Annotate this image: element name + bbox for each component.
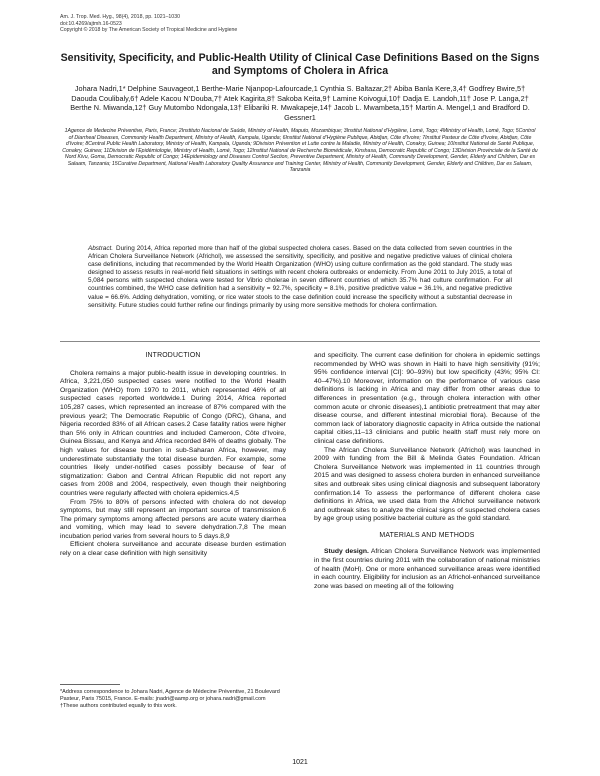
- methods-paragraph: [314, 548, 540, 591]
- correspondence-footnote: *Address correspondence to Johara Nadri, Agence de Médecine Préventive, 21 Boulevard Pasteur, Paris 75015, France. E-mails: jnadri@aamp.org or johara.nadri@gmail.com: [60, 689, 280, 702]
- footnote-rule: [60, 684, 120, 685]
- intro-paragraph: Efficient cholera surveillance and accurate disease burden estimation rely on a clear case definition with high sensitivity: [60, 541, 286, 558]
- copyright-line: Copyright © 2018 by The American Society of Tropical Medicine and Hygiene: [60, 27, 238, 34]
- abstract-label: Abstract.: [88, 245, 114, 252]
- article-title: Sensitivity, Specificity, and Public-Health Utility of Clinical Case Definitions Based on the Signs and Symptoms of Cholera in Africa: [60, 52, 540, 78]
- page-number: 1021: [292, 759, 308, 766]
- abstract-text: During 2014, Africa reported more than half of the global suspected cholera cases. Based on the data collected from seven countries in the African Cholera Surveillance Network (Africhol), we assessed the sensitivity, specificity, and positive and negative predictive values of clinical cholera case definitions, including that recommended by the World Health Organization (WHO) using culture confirmation as the gold standard. The study was designed to assess results in real-world field situations in settings with recent cholera outbreaks or endemicity. From June 2011 to July 2015, a total of 5,084 persons with suspected cholera were tested for Vibrio cholerae in seven different countries of which 35.7% had culture confirmation. For all countries combined, the WHO case definition had a sensitivity = 92.7%, specificity = 8.1%, positive predictive value = 36.1%, and negative predictive value = 66.6%. Adding dehydration, vomiting, or rice water stools to the case definition could increase the specificity without a substantial decrease in sensitivity. Future studies could further refine our findings primarily by using more sensitive methods for cholera confirmation.: [88, 245, 512, 309]
- right-column: [314, 352, 540, 591]
- intro-paragraph: Cholera remains a major public-health issue in developing countries. In Africa, 3,221,050 suspected cases were notified to the World Health Organization (WHO) from 1970 to 2011, which represented 46% of all suspected cases reported worldwide.1 During 2014, Africa reported 105,287 cases, which represented an increase of 87% compared with the previous year2; The Democratic Republic of Congo (DRC), Ghana, and Nigeria recorded 83% of all African cases.2 Case fatality ratios were higher than 5% only in African countries and included Cameroon, Côte d’Ivoire, Guinea Bissau, and Kenya and Africa recorded 84% of deaths globally. The high values for disease burden in sub-Saharan Africa, however, may underestimate substantially the total disease burden. For example, some countries likely under-notified cases possibly because of fear of stigmatization: Gabon and Central African Republic did not report any cases from 2008 and 2004, respectively, even though their neighboring countries were regularly affected with cholera epidemics.4,5: [60, 369, 286, 497]
- intro-paragraph: From 75% to 80% of persons infected with cholera do not develop symptoms, but may still represent an important source of transmission.6 The primary symptoms among affected persons are acute watery diarrhea and vomiting, which may lead to severe dehydration.7,8 The mean incubation period varies from several hours to 5 days.8,9: [60, 498, 286, 540]
- author-list: Johara Nadri,1* Delphine Sauvageot,1 Berthe-Marie Njanpop-Lafourcade,1 Cynthia S. Baltazar,2† Abiba Banla Kere,3,4† Godfrey Bwire,5† Daouda Coulibaly,6† Adele Kacou N’Douba,7† Atek Kagirita,8† Sakoba Keita,9† Lamine Koivogui,10† Dadja E. Landoh,11† Jose P. Langa,2† Berthe N. Miwanda,12† Guy Mutombo Ndongala,13† Elibariki R. Mwakapeje,14† Jacob L. Mwambeta,15† Martin A. Mengel,1 and Bradford D. Gessner1: [70, 84, 530, 122]
- section-divider: [60, 341, 540, 342]
- doi-line: doi:10.4269/ajtmh.16-0523: [60, 20, 122, 27]
- footnotes: [60, 689, 286, 710]
- citation-line: Am. J. Trop. Med. Hyg., 98(4), 2018, pp. 1021–1030: [60, 14, 180, 20]
- introduction-heading: INTRODUCTION: [145, 352, 201, 359]
- methods-heading: MATERIALS AND METHODS: [379, 531, 475, 539]
- study-design-text: African Cholera Surveillance Network was implemented in the first countries during 2011 with the collaboration of national ministries of health (MoH). One or more enhanced surveillance areas were identified in each country. Eligibility for inclusion as an Africhol-enhanced surveillance zone was based on meeting all of the following: [314, 548, 540, 590]
- affiliations: 1Agence de Medecine Préventive, Paris, France; 2Instituto Nacional de Saúde, Ministry of Health, Maputo, Mozambique; 3Institut National d’Hygiène, Lomé, Togo; 4Ministry of Health, Lomé, Togo; 5Control of Diarrheal Diseases, Community Health Department, Ministry of Health, Kampala, Uganda; 6Institut National d’Hygiène Publique, Abidjan, Côte d’Ivoire; 7Institut Pasteur de Côte d’Ivoire, Abidjan, Côte d’Ivoire; 8Central Public Health Laboratory, Ministry of Health, Kampala, Uganda; 9Division Prévention et Lutte contre la Maladie, Ministry of Health, Conakry, Guinea; 10Institut National de Santé Publique, Conakry, Guinea; 11Division de l’Epidémiologie, Ministry of Health, Lomé, Togo; 12Institut National de Recherche Biomédicale, Kinshasa, Democratic Republic of Congo; 13Division Provinciale de la Santé du Nord Kivu, Goma, Democratic Republic of Congo; 14Epidemiology and Diseases Control Section, Preventive Department, Ministry of Health, Community Development, Gender, Elderly and Children, Dar es Salaam, Tanzania; 15Curative Department, National Health Laboratory Quality Assurance and Training Center, Ministry of Health, Community Development, Gender, Elderly and Children, Dar es Salaam, Tanzania: [62, 128, 538, 174]
- journal-header: [60, 14, 237, 34]
- abstract: [88, 245, 512, 310]
- study-design-subheading: Study design.: [324, 548, 369, 556]
- equal-contribution-footnote: †These authors contributed equally to this work.: [60, 703, 177, 709]
- left-column: [60, 352, 286, 559]
- intro-paragraph: The African Cholera Surveillance Network (Africhol) was launched in 2009 with funding from the Bill & Melinda Gates Foundation. African Cholera Surveillance Network was implemented in 11 countries through 2015 and was designed to assess cholera burden in enhanced surveillance sites and outbreak sites using clinical diagnosis and subsequent laboratory confirmation.14 To assess the performance of different cholera case definitions in Africa, we used data from the Africhol surveillance network and outbreak sites to analyze the clinical signs of suspected cholera cases by age group using positive bacterial culture as the gold standard.: [314, 446, 540, 523]
- intro-paragraph: and specificity. The current case definition for cholera in epidemic settings recommended by WHO was shown in Haiti to have high sensitivity (91%; 95% confidence interval [CI]: 90–93%) but low specificity (43%; 95% CI: 40–47%).10 Moreover, information on the performance of various case definitions is lacking in Africa and may differ from other areas due to differences in presentation (e.g., through cholera interaction with other common acute or chronic diseases),1 antibiotic pretreatment that may alter disease course, and different intestinal microbial flora). Because of the common lack of laboratory diagnostic capacity in Africa outside the national capital cities,11–13 clinicians and public health staff must rely more on clinical case definitions.: [314, 352, 540, 445]
